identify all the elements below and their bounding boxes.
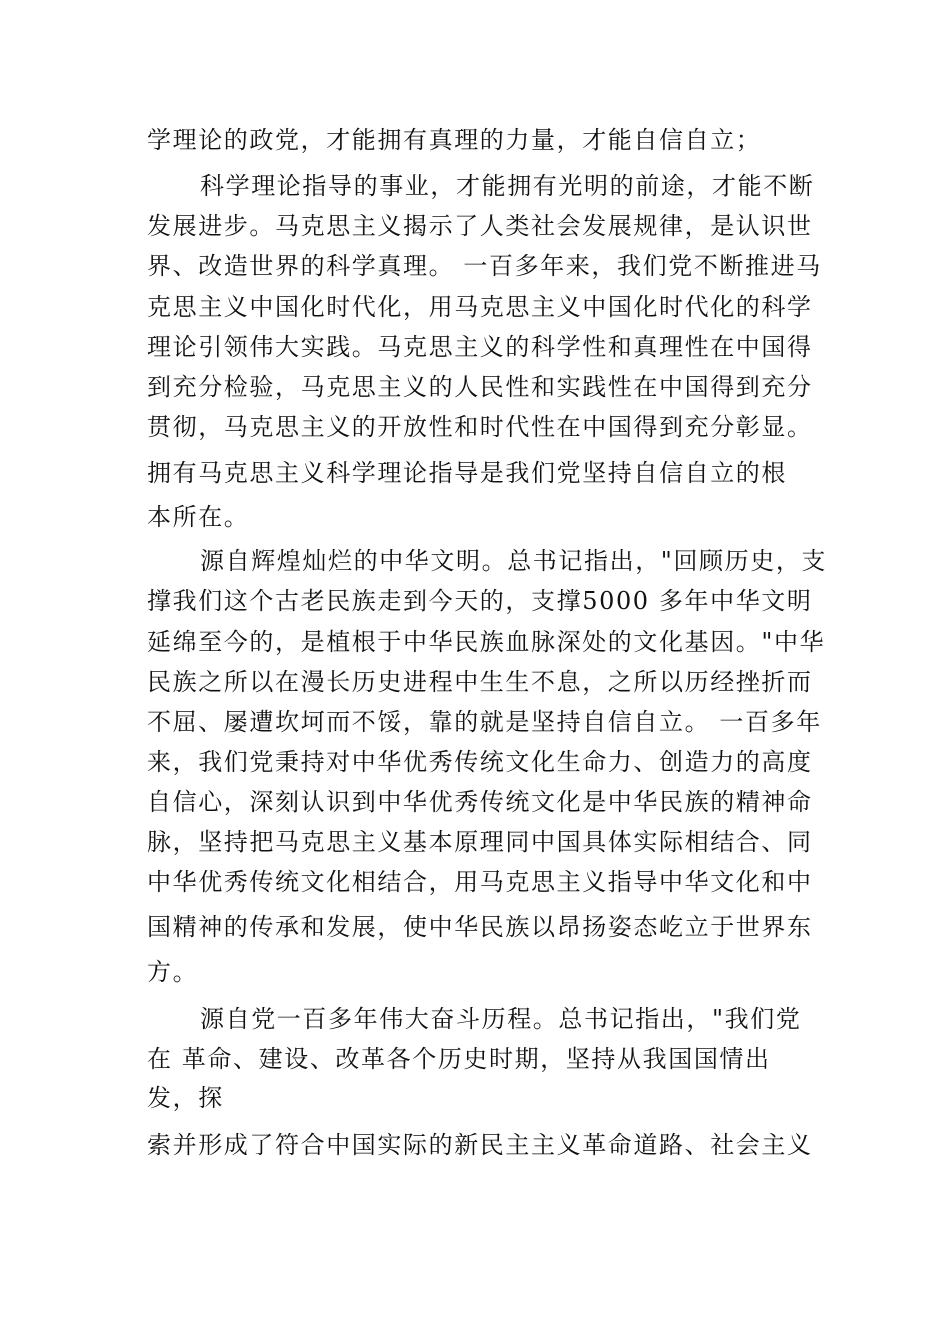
text-line: 延绵至今的，是植根于中华民族血脉深处的文化基因。"中华 [147,628,826,656]
text-line: 克思主义中国化时代化，用马克思主义中国化时代化的科学 [147,293,813,321]
paragraph-first-line: 科学理论指导的事业，才能拥有光明的前途，才能不断 [200,172,815,200]
text-line: 民族之所以在漫长历史进程中生生不息，之所以历经挫折而 [147,668,813,696]
paragraph-first-line: 源自党一百多年伟大奋斗历程。总书记指出，"我们党 [200,1005,802,1033]
paragraph-first-line: 源自辉煌灿烂的中华文明。总书记指出，"回顾历史，支 [200,547,828,575]
text-line: 撑我们这个古老民族走到今天的，支撑5000 多年中华文明 [147,587,813,615]
text-line: 在 革命、建设、改革各个历史时期，坚持从我国国情出 [147,1045,771,1073]
text-line: 发展进步。马克思主义揭示了人类社会发展规律，是认识世 [147,212,813,240]
text-line: 方。 [147,958,199,986]
text-line: 发，探 [147,1084,224,1112]
text-line: 本所在。 [147,503,250,531]
text-line: 国精神的传承和发展，使中华民族以昂扬姿态屹立于世界东 [147,913,813,941]
text-line: 贯彻，马克思主义的开放性和时代性在中国得到充分彰显。 [147,413,813,441]
text-line: 界、改造世界的科学真理。 一百多年来，我们党不断推进马 [147,252,822,280]
text-line: 来，我们党秉持对中华优秀传统文化生命力、创造力的高度 [147,748,813,776]
text-line: 索并形成了符合中国实际的新民主主义革命道路、社会主义 [147,1131,813,1159]
text-line: 拥有马克思主义科学理论指导是我们党坚持自信自立的根 [147,459,787,487]
text-line: 学理论的政党，才能拥有真理的力量，才能自信自立； [147,126,762,154]
text-line: 自信心，深刻认识到中华优秀传统文化是中华民族的精神命 [147,788,813,816]
text-line: 理论引领伟大实践。马克思主义的科学性和真理性在中国得 [147,333,813,361]
text-line: 到充分检验，马克思主义的人民性和实践性在中国得到充分 [147,373,813,401]
text-line: 中华优秀传统文化相结合，用马克思主义指导中华文化和中 [147,868,813,896]
text-line: 不屈、屡遭坎坷而不馁，靠的就是坚持自信自立。 一百多年 [147,708,822,736]
text-line: 脉，坚持把马克思主义基本原理同中国具体实际相结合、同 [147,828,813,856]
